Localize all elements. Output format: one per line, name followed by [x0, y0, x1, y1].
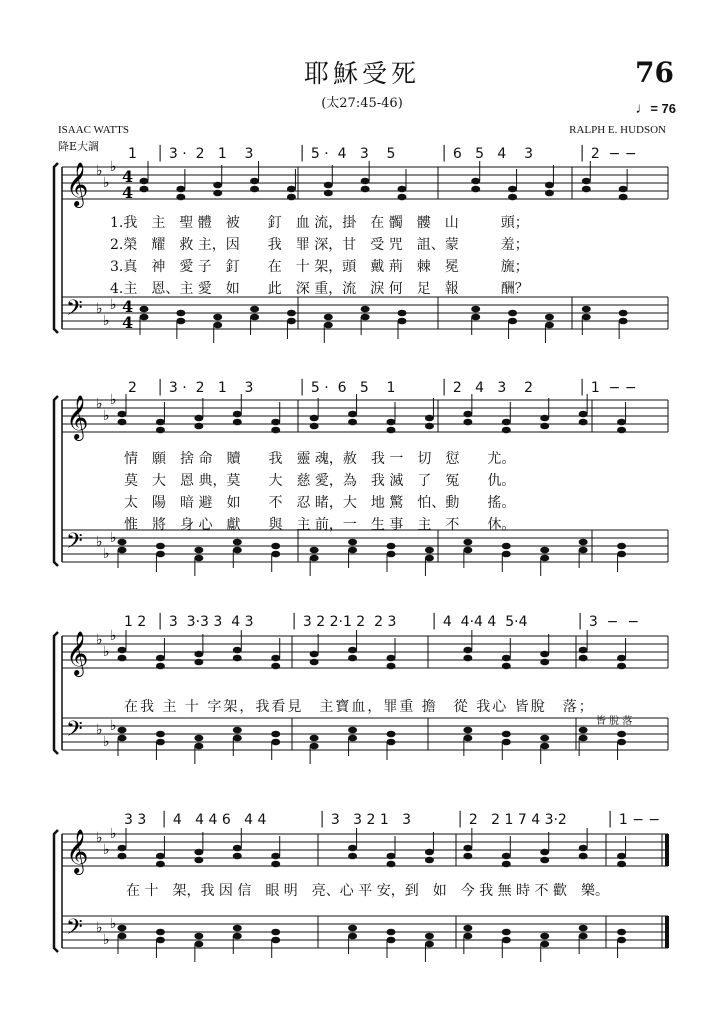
note-head	[617, 551, 626, 558]
note-head	[324, 182, 333, 189]
lyric-line: 在我 主 十 字架，我看見 主寶血，罪重 擔 從 我心 皆脫 落；	[124, 699, 595, 715]
jianpu-numbers: │ 5 · 6 5 1	[298, 380, 396, 396]
flat-sign-icon: ♭	[96, 163, 103, 179]
note-head	[194, 933, 203, 940]
note-head	[387, 937, 396, 944]
note-head	[540, 555, 549, 562]
note-head	[348, 925, 357, 932]
flat-sign-icon: ♭	[96, 722, 103, 738]
jianpu-numbers: │ 3 · 2 1 3	[156, 146, 254, 162]
note-head	[194, 735, 203, 742]
note-head	[617, 929, 626, 936]
note-head	[324, 314, 333, 321]
scripture-reference: (太27:45-46)	[321, 96, 403, 111]
note-head	[310, 735, 319, 742]
time-signature: 4	[122, 167, 134, 186]
system-brace	[54, 163, 58, 333]
note-head	[582, 306, 591, 313]
flat-sign-icon: ♭	[103, 313, 110, 329]
note-head	[140, 306, 149, 313]
note-head	[271, 853, 280, 860]
note-head	[310, 651, 319, 658]
note-head	[425, 941, 434, 948]
note-head	[348, 845, 357, 852]
system-brace	[54, 632, 58, 754]
note-head	[425, 933, 434, 940]
note-head	[463, 411, 472, 418]
note-head	[425, 415, 434, 422]
note-head	[617, 739, 626, 746]
note-head	[463, 547, 472, 554]
jianpu-numbers: │ 5 · 4 3 5	[298, 146, 396, 162]
note-head	[348, 647, 357, 654]
note-head	[502, 937, 511, 944]
note-head	[508, 186, 517, 193]
note-head	[118, 547, 127, 554]
note-head	[140, 314, 149, 321]
note-head	[156, 427, 165, 434]
lyric-line: 太 陽 暗 避 如 不 忍 睹，大 地 驚 怕、動 搖。	[124, 495, 516, 511]
note-head	[156, 739, 165, 746]
note-head	[463, 419, 472, 426]
note-head	[579, 655, 588, 662]
note-head	[540, 857, 549, 864]
note-head	[118, 735, 127, 742]
note-head	[387, 655, 396, 662]
jianpu-numbers: │ 2 4 3 2	[440, 380, 534, 396]
note-head	[540, 415, 549, 422]
lyric-line: 惟 將 身 心 獻 與 主 前，一 生 事 主 不 休。	[124, 517, 516, 533]
note-head	[213, 322, 222, 329]
note-head	[194, 651, 203, 658]
flat-sign-icon: ♭	[103, 546, 110, 562]
flat-sign-icon: ♭	[96, 920, 103, 936]
note-head	[545, 190, 554, 197]
note-head	[361, 186, 370, 193]
note-head	[348, 411, 357, 418]
jianpu-numbers: │ 3 − −	[576, 614, 640, 630]
note-head	[579, 735, 588, 742]
note-head	[156, 663, 165, 670]
note-head	[156, 929, 165, 936]
note-head	[425, 423, 434, 430]
note-head	[617, 655, 626, 662]
note-head	[287, 186, 296, 193]
note-head	[398, 318, 407, 325]
note-head	[425, 857, 434, 864]
flat-sign-icon: ♭	[103, 644, 110, 660]
note-head	[579, 933, 588, 940]
time-signature: 4	[122, 183, 134, 202]
note-head	[617, 731, 626, 738]
note-head	[233, 853, 242, 860]
note-head	[579, 647, 588, 654]
note-head	[176, 310, 185, 317]
note-head	[502, 929, 511, 936]
note-head	[310, 743, 319, 750]
note-head	[271, 543, 280, 550]
system-brace	[54, 396, 58, 566]
note-head	[271, 739, 280, 746]
note-head	[471, 178, 480, 185]
note-head	[194, 849, 203, 856]
note-head	[540, 849, 549, 856]
time-signature: 4	[122, 313, 134, 332]
note-head	[233, 547, 242, 554]
note-head	[310, 547, 319, 554]
note-head	[617, 861, 626, 868]
key-signature-label: 降E大調	[58, 140, 100, 153]
note-head	[213, 190, 222, 197]
note-head	[233, 419, 242, 426]
note-head	[463, 853, 472, 860]
note-head	[348, 933, 357, 940]
note-head	[540, 659, 549, 666]
jianpu-numbers: │ 3 3 2 1 3	[318, 812, 412, 828]
time-signature: 4	[122, 297, 134, 316]
note-head	[194, 415, 203, 422]
note-head	[579, 547, 588, 554]
lyric-line: 1.我 主 聖 體 被 釘 血 流，掛 在 髑 髏 山 頭；	[110, 215, 529, 231]
note-head	[233, 411, 242, 418]
note-head	[619, 194, 628, 201]
note-head	[250, 306, 259, 313]
flat-sign-icon: ♭	[96, 534, 103, 550]
note-head	[387, 861, 396, 868]
lyric-line: 莫 大 恩 典，莫 大 慈 愛，為 我 滅 了 冤 仇。	[124, 473, 516, 489]
lyric-line: 4.主 恩、主 愛 如 此 深 重，流 淚 何 足 報 酬？	[110, 281, 529, 297]
note-head	[471, 186, 480, 193]
note-head	[176, 194, 185, 201]
note-head	[250, 178, 259, 185]
note-head	[271, 419, 280, 426]
note-head	[463, 655, 472, 662]
note-head	[287, 194, 296, 201]
note-head	[502, 655, 511, 662]
note-head	[582, 186, 591, 193]
note-head	[194, 547, 203, 554]
note-head	[348, 419, 357, 426]
note-head	[156, 655, 165, 662]
note-head	[194, 659, 203, 666]
note-head	[471, 314, 480, 321]
note-head	[398, 186, 407, 193]
note-head	[287, 318, 296, 325]
note-head	[233, 925, 242, 932]
note-head	[348, 547, 357, 554]
note-head	[617, 853, 626, 860]
flat-sign-icon: ♭	[110, 392, 117, 408]
flat-sign-icon: ♭	[103, 408, 110, 424]
note-head	[118, 925, 127, 932]
note-head	[287, 310, 296, 317]
note-head	[579, 925, 588, 932]
note-head	[425, 849, 434, 856]
note-head	[508, 194, 517, 201]
note-head	[387, 427, 396, 434]
note-head	[348, 539, 357, 546]
note-head	[387, 543, 396, 550]
jianpu-numbers: │ 4 4·4 4 5·4	[430, 614, 528, 630]
note-head	[387, 929, 396, 936]
note-head	[617, 427, 626, 434]
note-head	[540, 547, 549, 554]
note-head	[310, 659, 319, 666]
note-head	[545, 314, 554, 321]
echo-lyric: 皆 脫 落	[596, 716, 633, 727]
lyric-line: 情 願 捨 命 贖 我 靈 魂，赦 我 一 切 愆 尤。	[124, 451, 516, 467]
note-head	[387, 663, 396, 670]
note-head	[156, 853, 165, 860]
note-head	[118, 727, 127, 734]
note-head	[579, 419, 588, 426]
jianpu-numbers: │ 1 − −	[578, 380, 637, 396]
composer: RALPH E. HUDSON	[569, 124, 666, 136]
note-head	[140, 178, 149, 185]
note-head	[118, 845, 127, 852]
note-head	[324, 190, 333, 197]
note-head	[619, 310, 628, 317]
note-head	[502, 731, 511, 738]
flat-sign-icon: ♭	[96, 830, 103, 846]
note-head	[271, 551, 280, 558]
note-head	[213, 314, 222, 321]
flat-sign-icon: ♭	[103, 175, 110, 191]
note-head	[540, 941, 549, 948]
flat-sign-icon: ♭	[96, 632, 103, 648]
note-head	[118, 655, 127, 662]
note-head	[156, 543, 165, 550]
treble-clef-icon: 𝄞	[66, 631, 89, 675]
note-head	[463, 647, 472, 654]
note-head	[540, 651, 549, 658]
flat-sign-icon: ♭	[110, 159, 117, 175]
note-head	[619, 318, 628, 325]
note-head	[233, 735, 242, 742]
note-head	[348, 655, 357, 662]
note-head	[471, 306, 480, 313]
note-head	[579, 411, 588, 418]
flat-sign-icon: ♭	[110, 718, 117, 734]
note-head	[579, 845, 588, 852]
bass-clef-icon: 𝄢	[66, 717, 83, 747]
note-head	[502, 543, 511, 550]
note-head	[118, 853, 127, 860]
flat-sign-icon: ♭	[103, 734, 110, 750]
flat-sign-icon: ♭	[110, 297, 117, 313]
note-head	[310, 415, 319, 422]
treble-clef-icon: 𝄞	[66, 395, 89, 439]
note-head	[310, 555, 319, 562]
lyric-line: 3.真 神 愛 子 釘 在 十 架，頭 戴 荊 棘 冕 旒；	[110, 259, 529, 275]
note-head	[387, 853, 396, 860]
note-head	[545, 322, 554, 329]
jianpu-numbers: │ 1 − −	[606, 812, 661, 828]
flat-sign-icon: ♭	[103, 932, 110, 948]
note-head	[194, 555, 203, 562]
note-head	[463, 727, 472, 734]
flat-sign-icon: ♭	[110, 826, 117, 842]
system-brace	[54, 830, 58, 952]
note-head	[387, 551, 396, 558]
note-head	[140, 186, 149, 193]
note-head	[118, 419, 127, 426]
jianpu-numbers: │ 3 2 2·1 2 2 3	[290, 614, 397, 630]
treble-clef-icon: 𝄞	[66, 162, 89, 206]
note-head	[194, 743, 203, 750]
note-head	[361, 178, 370, 185]
note-head	[387, 731, 396, 738]
note-head	[233, 845, 242, 852]
note-head	[617, 543, 626, 550]
note-head	[156, 551, 165, 558]
note-head	[619, 186, 628, 193]
jianpu-numbers: │ 4 4 4 6 4 4	[160, 812, 267, 828]
note-head	[508, 318, 517, 325]
note-head	[361, 306, 370, 313]
note-head	[348, 853, 357, 860]
note-head	[271, 731, 280, 738]
note-head	[617, 419, 626, 426]
note-head	[156, 731, 165, 738]
hymn-title: 耶穌受死	[303, 59, 420, 88]
note-head	[387, 419, 396, 426]
flat-sign-icon: ♭	[96, 301, 103, 317]
flat-sign-icon: ♭	[96, 396, 103, 412]
note-head	[463, 539, 472, 546]
note-head	[271, 937, 280, 944]
note-head	[361, 314, 370, 321]
bass-clef-icon: 𝄢	[66, 529, 83, 559]
note-head	[310, 423, 319, 430]
jianpu-numbers: 3 3	[124, 812, 147, 828]
note-head	[176, 318, 185, 325]
note-head	[579, 539, 588, 546]
note-head	[176, 186, 185, 193]
note-head	[271, 861, 280, 868]
note-head	[502, 861, 511, 868]
note-head	[271, 655, 280, 662]
jianpu-numbers: │ 2 2 1 7 4 3·2	[456, 812, 567, 828]
note-head	[463, 933, 472, 940]
note-head	[271, 427, 280, 434]
note-head	[582, 178, 591, 185]
note-head	[118, 411, 127, 418]
note-head	[540, 933, 549, 940]
note-head	[540, 735, 549, 742]
treble-clef-icon: 𝄞	[66, 829, 89, 873]
note-head	[194, 857, 203, 864]
note-head	[233, 539, 242, 546]
note-head	[502, 551, 511, 558]
note-head	[502, 853, 511, 860]
note-head	[156, 861, 165, 868]
flat-sign-icon: ♭	[103, 842, 110, 858]
note-head	[502, 427, 511, 434]
note-head	[271, 663, 280, 670]
note-head	[398, 194, 407, 201]
note-head	[194, 941, 203, 948]
note-head	[348, 735, 357, 742]
jianpu-numbers: │ 2 − −	[578, 146, 637, 162]
note-head	[348, 727, 357, 734]
note-head	[194, 423, 203, 430]
note-head	[156, 419, 165, 426]
quarter-note-icon: ♩	[635, 100, 651, 117]
flat-sign-icon: ♭	[110, 628, 117, 644]
jianpu-numbers: │ 3 3·3 3 4 3	[156, 614, 254, 630]
flat-sign-icon: ♭	[110, 916, 117, 932]
note-head	[233, 647, 242, 654]
hymn-number: 76	[635, 56, 674, 89]
note-head	[463, 735, 472, 742]
note-head	[213, 182, 222, 189]
tempo-value: = 76	[650, 101, 676, 116]
note-head	[250, 314, 259, 321]
jianpu-numbers: 1	[128, 146, 137, 162]
note-head	[233, 933, 242, 940]
note-head	[233, 727, 242, 734]
note-head	[582, 314, 591, 321]
note-head	[398, 310, 407, 317]
note-head	[502, 419, 511, 426]
note-head	[463, 925, 472, 932]
note-head	[540, 743, 549, 750]
jianpu-numbers: 2	[128, 380, 137, 396]
note-head	[271, 929, 280, 936]
note-head	[250, 186, 259, 193]
bass-clef-icon: 𝄢	[66, 296, 83, 326]
note-head	[118, 933, 127, 940]
lyricist: ISAAC WATTS	[58, 124, 130, 136]
note-head	[502, 739, 511, 746]
note-head	[425, 555, 434, 562]
note-head	[540, 423, 549, 430]
note-head	[387, 739, 396, 746]
lyric-line: 在 十 架，我 因 信 眼 明 亮、心 平 安，到 如 今 我 無 時 不 歡 樂。	[126, 883, 609, 899]
jianpu-numbers: │ 3 · 2 1 3	[156, 380, 254, 396]
jianpu-numbers: 1 2	[124, 614, 147, 630]
note-head	[463, 845, 472, 852]
lyric-line: 2.榮 耀 救 主，因 我 罪 深，甘 受 咒 詛、蒙 羞；	[110, 237, 529, 253]
note-head	[233, 655, 242, 662]
jianpu-numbers: │ 6 5 4 3	[440, 146, 534, 162]
note-head	[545, 182, 554, 189]
flat-sign-icon: ♭	[110, 530, 117, 546]
note-head	[502, 663, 511, 670]
note-head	[617, 937, 626, 944]
bass-clef-icon: 𝄢	[66, 915, 83, 945]
note-head	[617, 663, 626, 670]
note-head	[508, 310, 517, 317]
note-head	[425, 547, 434, 554]
note-head	[118, 539, 127, 546]
note-head	[579, 853, 588, 860]
note-head	[118, 647, 127, 654]
note-head	[324, 322, 333, 329]
note-head	[579, 727, 588, 734]
note-head	[156, 937, 165, 944]
